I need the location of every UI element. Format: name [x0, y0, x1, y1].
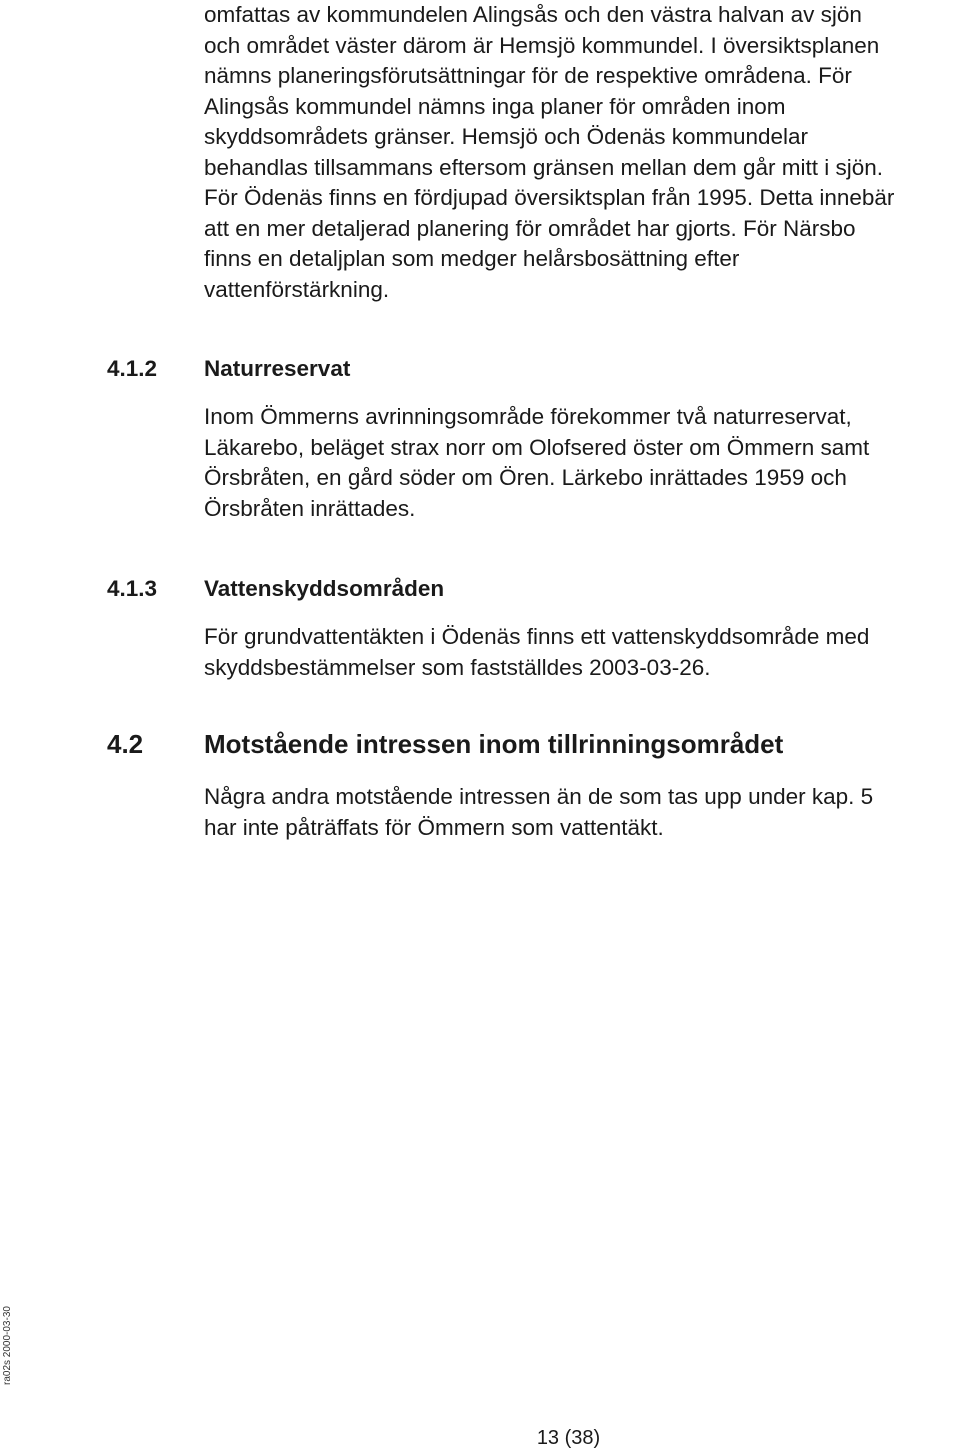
section-heading: Naturreservat: [204, 356, 351, 381]
intro-paragraph: [204, 0, 949, 305]
text-line: För grundvattentäkten i Ödenäs finns ett vattenskyddsområde med: [204, 624, 870, 649]
text-line: Några andra motstående intressen än de som tas upp under kap. 5: [204, 784, 874, 809]
section-heading: Vattenskyddsområden: [204, 576, 445, 601]
text-line: och området väster därom är Hemsjö kommundel. I översiktsplanen: [204, 32, 880, 58]
section-heading: Motstående intressen inom tillrinningsområdet: [204, 729, 784, 759]
text-line: Alingsås kommundel nämns inga planer för områden inom: [204, 93, 786, 119]
text-line: behandlas tillsammans eftersom gränsen mellan dem går mitt i sjön.: [204, 154, 884, 180]
section-paragraph: [204, 782, 949, 843]
text-line: Örsbråten, en gård söder om Ören. Lärkebo inrättades 1959 och: [204, 465, 847, 490]
text-line: Läkarebo, beläget strax norr om Olofsered öster om Ömmern samt: [204, 434, 870, 460]
text-line: Inom Ömmerns avrinningsområde förekommer två naturreservat,: [204, 404, 852, 429]
text-line: Örsbråten inrättades.: [204, 495, 416, 521]
text-line: omfattas av kommundelen Alingsås och den västra halvan av sjön: [204, 2, 862, 27]
page-number: 13 (38): [536, 1427, 601, 1449]
text-line: För Ödenäs finns en fördjupad översiktsplan från 1995. Detta innebär: [204, 185, 895, 210]
section-paragraph: [204, 402, 949, 524]
section-number: 4.1.3: [107, 576, 158, 601]
section-number: 4.2: [107, 729, 144, 759]
text-line: att en mer detaljerad planering för området har gjorts. För Närsbo: [204, 215, 856, 241]
document-stamp: ra02s 2000-03-30: [2, 1306, 13, 1385]
text-line: skyddsbestämmelser som fastställdes 2003-03-26.: [204, 654, 711, 680]
text-line: har inte påträffats för Ömmern som vattentäkt.: [204, 814, 664, 840]
section-paragraph: [204, 622, 949, 683]
section-number: 4.1.2: [107, 356, 158, 381]
text-line: skyddsområdets gränser. Hemsjö och Ödenäs kommundelar: [204, 124, 809, 149]
text-line: finns en detaljplan som medger helårsbosättning efter: [204, 246, 740, 271]
text-line: vattenförstärkning.: [204, 276, 390, 302]
text-line: nämns planeringsförutsättningar för de respektive områdena. För: [204, 63, 852, 88]
